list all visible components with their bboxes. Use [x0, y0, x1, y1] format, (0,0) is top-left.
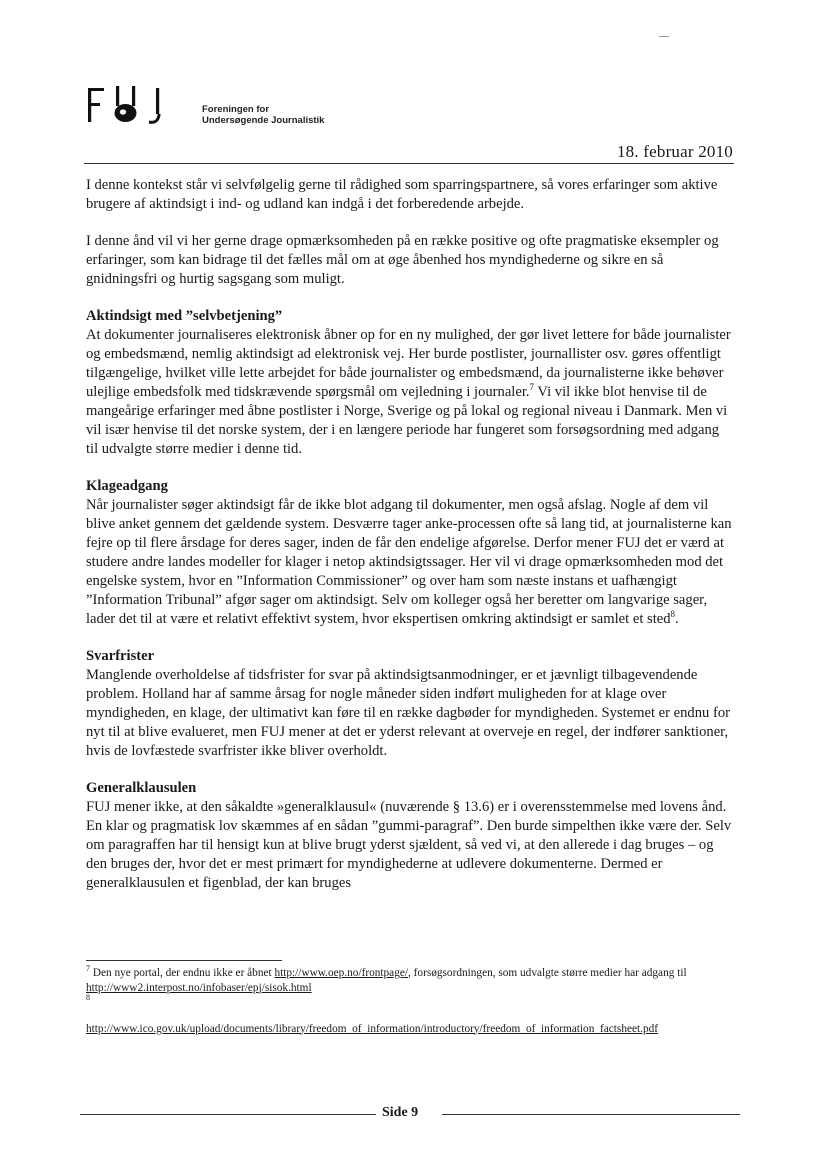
- fuj-logo: [86, 82, 196, 132]
- footnote-divider: [86, 960, 282, 961]
- section-body: Manglende overholdelse af tidsfrister for svar på aktindsigtsanmodninger, er et jævnligt tilbagevendende problem. Holland har af samme årsag for nogle måneder siden indført muligheden for at klage over myndigheden, en klage, der ultimativt kan føre til en række dagbøder for myndigheden. Systemet er endnu for nyt til at blive evalueret, men FUJ mener at det er yderst relevant at overveje en regel, der indfører sanktioner, hvis de lovfæstede svarfrister ikke bliver overholdt.: [86, 667, 730, 759]
- footer-rule-right: [442, 1114, 740, 1115]
- section-body: At dokumenter journaliseres elektronisk åbner op for en ny mulighed, der gør livet lettere for både journalister og embedsmænd, nemlig aktindsigt ad elektronisk vej. Her burde postlister, journallister osv. gøres offentligt tilgængelige, hvilket ville lette arbejdet for både journalister og embedsmænd, da journalisterne ikke behøver ulejlige embedsfolk med tidskrævende spørgsmål om vejledning i journaler.$^7$ Vi vil ikke blot henvise til de mangeårige erfaringer med åbne postlister i Norge, Sverige og på lokal og regional niveau i Danmark. Men vi vil især henvise til det norske system, der i en længere periode har fungeret som forsøgsordning med adgang til udvalgte større medier i denne tid.: [86, 327, 731, 457]
- footnote-ref[interactable]: 7: [529, 382, 535, 393]
- section-heading: Aktindsigt med ”selvbetjening”: [86, 308, 283, 324]
- paragraph: I denne kontekst står vi selvfølgelig gerne til rådighed som sparringspartnere, så vores erfaringer som aktive brugere af aktindsigt i ind- og udland kan indgå i det forberedende arbejde.: [86, 177, 718, 212]
- page-number: Side 9: [382, 1105, 419, 1120]
- org-name-line2: Undersøgende Journalistik: [202, 115, 325, 126]
- footnote-link[interactable]: http://www.ico.gov.uk/upload/documents/library/freedom_of_information/introductory/freedom_of_information_factsheet.pdf: [86, 1022, 659, 1035]
- scan-mark: [659, 36, 669, 37]
- body-text: [86, 176, 732, 893]
- footnotes: [86, 966, 732, 1036]
- footer-rule-left: [80, 1114, 376, 1115]
- section-body: FUJ mener ikke, at den såkaldte »generalklausul« (nuværende § 13.6) er i overensstemmelse med lovens ånd. En klar og pragmatisk lov skæmmes af en sådan ”gummi-paragraf”. Den burde simpelthen ikke være der. Selv om paragraffen har til hensigt kun at blive brugt yderst sjældent, så ved vi, at den allerede i dag bruges – og den bruges der, hvor det er mest primært for myndighederne at udlevere dokumenterne. Dermed er generalklausulen et figenblad, der kan bruges: [86, 799, 732, 891]
- footnote-7: $^7$ Den nye portal, der endnu ikke er åbnet http://www.oep.no/frontpage/, forsøgsordningen, som udvalgte større medier har adgang til http://www2.interpost.no/infobaser/epj/sisok.html: [86, 964, 687, 994]
- section-heading: Svarfrister: [86, 648, 155, 664]
- footnote-8-number: 8: [86, 993, 90, 1003]
- footnote-ref[interactable]: 8: [670, 609, 676, 620]
- document-date: 18. februar 2010: [616, 142, 733, 161]
- footnote-8: [86, 1022, 732, 1037]
- section-body: Når journalister søger aktindsigt får de ikke blot adgang til dokumenter, men også afslag. Nogle af dem vil blive anket gennem det gældende system. Desværre tager anke-processen ofte så lang tid, at journalisterne kan fejre op til flere årsdage for deres sager, inden de får den endelige afgørelse. Derfor mener FUJ det er værd at studere andre landes modeller for klager i netop aktindsigtssager. Her vil vi drage opmærksomheden mod det engelske system, hvor en ”Information Commissioner” og over ham som næste instans et uafhængigt ”Information Tribunal” afgør sager om aktindsigt. Selv om kolleger også her beretter om langvarige sager, lader det til at være et relativt effektivt system, hvor ekspertisen omkring aktindsigt er samlet et sted$^8$.: [86, 497, 732, 627]
- section-heading: Generalklausulen: [86, 780, 197, 796]
- footnote-link[interactable]: http://www2.interpost.no/infobaser/epj/sisok.html: [86, 981, 312, 994]
- org-name-line1: Foreningen for: [202, 104, 270, 115]
- paragraph: I denne ånd vil vi her gerne drage opmærksomheden på en række positive og ofte pragmatiske eksempler og erfaringer, som kan bidrage til det fælles mål om at øge åbenhed hos myndighederne og sikre en så gnidningsfri og hurtig sagsgang som muligt.: [86, 233, 719, 287]
- organisation-name: [202, 104, 324, 126]
- section-heading: Klageadgang: [86, 478, 168, 494]
- footnote-link[interactable]: http://www.oep.no/frontpage/: [274, 967, 409, 979]
- header-divider: [84, 163, 734, 164]
